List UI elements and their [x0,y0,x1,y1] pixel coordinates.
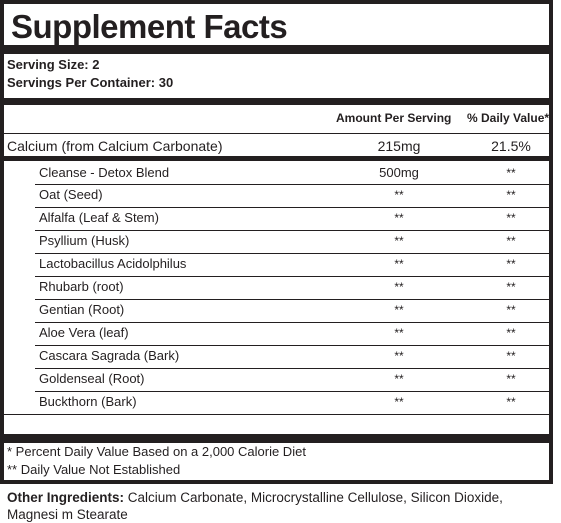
row-rule [35,184,549,185]
serving-size: Serving Size: 2 [7,57,100,72]
header-divider-bar [4,98,549,105]
servings-per-container: Servings Per Container: 30 [7,75,174,90]
other-ingredients-text: Calcium Carbonate, Microcrystalline Cellulose, Silicon Dioxide, Magnesi m Stearate [7,490,503,522]
ingredient-name: Lactobacillus Acidolphilus [39,256,187,271]
ingredient-amount: ** [394,280,404,294]
footnote-daily-value: * Percent Daily Value Based on a 2,000 Calorie Diet [7,444,306,459]
row-rule [35,322,549,323]
ingredient-amount: ** [394,395,404,409]
ingredient-name: Rhubarb (root) [39,279,124,294]
ingredient-name: Buckthorn (Bark) [39,394,137,409]
blend-daily-value: ** [506,166,516,180]
nutrient-amount: 215mg [377,138,421,154]
blend-amount: 500mg [379,165,419,180]
ingredient-daily-value: ** [506,303,516,317]
row-rule [35,368,549,369]
ingredient-name: Goldenseal (Root) [39,371,145,386]
ingredient-daily-value: ** [506,280,516,294]
panel-title: Supplement Facts [11,8,288,45]
ingredient-daily-value: ** [506,326,516,340]
row-rule [35,253,549,254]
ingredient-name: Alfalfa (Leaf & Stem) [39,210,159,225]
row-rule [35,299,549,300]
ingredient-daily-value: ** [506,372,516,386]
ingredient-daily-value: ** [506,234,516,248]
ingredient-daily-value: ** [506,257,516,271]
other-ingredients [7,489,555,523]
nutrient-daily-value: 21.5% [491,138,531,154]
column-header-amount: Amount Per Serving [336,111,452,125]
calcium-divider-bar [4,156,549,161]
bottom-divider-bar [4,434,549,443]
ingredient-daily-value: ** [506,188,516,202]
ingredient-amount: ** [394,234,404,248]
row-rule [4,414,549,415]
ingredient-amount: ** [394,349,404,363]
ingredient-amount: ** [394,303,404,317]
header-rule [4,133,549,134]
ingredient-amount: ** [394,326,404,340]
other-ingredients-label: Other Ingredients: [7,490,125,505]
footnote-not-established: ** Daily Value Not Established [7,462,181,477]
ingredient-amount: ** [394,372,404,386]
column-header-daily-value: % Daily Value* [467,111,550,125]
ingredient-name: Gentian (Root) [39,302,125,317]
ingredient-name: Aloe Vera (leaf) [39,325,129,340]
row-rule [35,391,549,392]
row-rule [35,276,549,277]
ingredient-daily-value: ** [506,395,516,409]
ingredient-amount: ** [394,188,404,202]
ingredient-daily-value: ** [506,211,516,225]
top-divider-bar [4,45,549,54]
row-rule [35,230,549,231]
row-rule [35,207,549,208]
ingredient-amount: ** [394,211,404,225]
row-rule [35,345,549,346]
ingredient-daily-value: ** [506,349,516,363]
nutrient-name: Calcium (from Calcium Carbonate) [7,138,223,154]
ingredient-name: Psyllium (Husk) [39,233,130,248]
ingredient-name: Cascara Sagrada (Bark) [39,348,180,363]
ingredient-name: Oat (Seed) [39,187,103,202]
ingredient-amount: ** [394,257,404,271]
blend-name: Cleanse - Detox Blend [39,165,170,180]
